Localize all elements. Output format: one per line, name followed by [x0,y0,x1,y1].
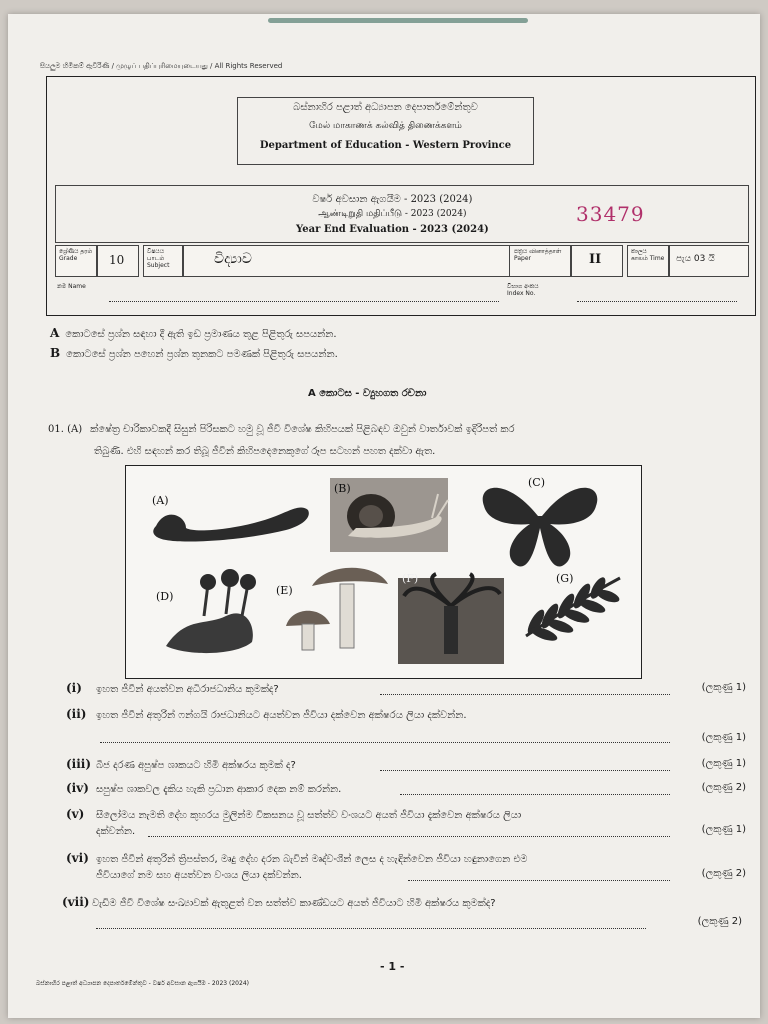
instruction-a [50,326,337,340]
figure-label-a: (A) [152,494,169,507]
exam-header [46,76,756,316]
question-iv-marks: (ලකුණු 2) [701,782,746,793]
question-iv [66,780,746,798]
instruction-a-text: කොටසේ ප්‍රශ්න සඳහා දී ඇති ඉඩ ප්‍රමාණය තුළ පිළිතුරු සපයන්න. [65,329,337,340]
subject-label-box [143,245,183,277]
subject-label: විෂයය பாடம் Subject [147,248,170,269]
answer-line-iv [400,794,670,795]
question-v-number: (v) [66,807,85,821]
moss-drawing [166,613,253,653]
figure-label-g: (G) [556,572,574,585]
question-vii-text: වැඩිම ජීවී විශේෂ සංඛ්‍යාවක් ඇතුළත් වන සත්ත්ව කාණ්ඩයට අයත් ජීවියාට හිමි අක්ෂරය කුමක්ද? [92,898,496,909]
paper-label: පත්‍රය வினாத்தாள் Paper [514,248,562,262]
department-sinhala: බස්නාහිර පළාත් අධ්‍යාපන දෙපාර්තමේන්තුව [293,102,478,113]
time-label: කාලය காலம் Time [631,248,665,262]
grade-label-box [55,245,97,277]
question-vi-text: ඉහත ජීවීන් අතුරින් ත්‍රිපස්තර, මෘදු දේහ දරන බැවින් මෘද්වංශීන් ලෙස ද හැඳින්වෙන ජීවියා හඳුනාගෙන එම [96,854,528,865]
question-ii-text: ඉහත ජීවීන් අතුරින් ෆන්ගයි රාජධානියට අයත්වන ජීවියා දක්වෙන අක්ෂරය ලියා දක්වන්න. [96,710,467,721]
department-box [237,97,534,165]
question-i-number: (i) [66,681,82,695]
figure-label-b: (B) [334,482,351,495]
question-v [66,806,746,840]
answer-line-vii [96,928,646,929]
figure-label-d: (D) [156,590,174,603]
question-iv-number: (iv) [66,781,89,795]
question-intro [48,419,748,463]
time-label-box [627,245,669,277]
mushroom-cap [312,568,388,586]
name-line [109,301,499,302]
earthworm-drawing [153,508,309,542]
question-intro-line1: ක්ෂේත්‍ර චාරිකාවකදී සිසුන් පිරිසකට හමු වූ ජීවී විශේෂ කිහිපයක් පිළිබඳව ඔවුන් වාර්තාවක් ඉදිරිපත් කර [90,424,515,435]
evaluation-sinhala: වර්ෂ අවසාන ඇගයීම - 2023 (2024) [312,194,473,205]
question-vii-marks: (ලකුණු 2) [697,916,742,927]
index-line [577,301,737,302]
page-top-edge [268,18,528,23]
paper-value: II [589,252,602,267]
organisms-illustration [126,466,641,678]
instruction-b-letter: B [50,346,61,360]
page-number: - 1 - [380,960,405,973]
time-field [669,245,749,277]
evaluation-tamil: ஆண்டிறுதி மதிப்பீடு - 2023 (2024) [318,209,467,219]
question-vi-number: (vi) [66,851,89,865]
subject-field [183,245,513,277]
fern-drawing [526,578,620,636]
answer-line-v [148,836,670,837]
instruction-a-letter: A [50,326,60,340]
instruction-b [50,346,338,360]
subject-value: විද්‍යාව [214,251,252,267]
grade-label: ශ්‍රේණිය தரம் Grade [59,248,93,262]
question-i [66,680,746,698]
grade-value: 10 [109,253,125,267]
question-iii [66,756,746,774]
question-i-marks: (ලකුණු 1) [701,682,746,693]
butterfly-drawing [483,488,598,567]
question-iv-text: සපුෂ්ප ශාකවල දැකිය හැකි ප්‍රධාන ආකාර දෙක නම් කරන්න. [96,784,342,795]
answer-line-i [380,694,670,695]
question-vii [62,894,742,927]
department-english: Department of Education - Western Province [259,140,512,151]
question-v-text: සීලෝමය නැමති දේහ කුහරය මුලින්ම විකසනය වූ සත්ත්ව වංශයට අයත් ජීවියා දැක්වෙන අක්ෂරය ලියා [96,810,522,821]
answer-line-vi [408,880,670,881]
question-ii-number: (ii) [66,707,87,721]
copyright-line: සියලුම හිමිකම් ඇවිරිණි / முழுப் பதிப்புரிமையுடையது / All Rights Reserved [40,62,283,70]
question-v-text2: දක්වන්න. [96,826,136,837]
paper-field [571,245,623,277]
question-iii-number: (iii) [66,757,92,771]
question-vi-text2: ජීවියාගේ නම සහ අයත්වන වංශය ලියා දක්වන්න. [96,870,302,881]
question-vii-number: (vii) [62,895,90,909]
paper-label-box [509,245,571,277]
answer-line-ii [100,742,670,743]
evaluation-english: Year End Evaluation - 2023 (2024) [296,224,489,235]
question-iii-text: බීජ දරණ අපුෂ්ප ශාකයට හිමි අක්ෂරය කුමක් ද? [96,760,296,771]
question-ii-marks: (ලකුණු 1) [701,732,746,743]
department-tamil: மேல் மாகாணக் கல்வித் திணைக்களம் [309,121,462,131]
figure-label-f: (F) [402,572,419,585]
question-vi [66,850,746,884]
question-number: 01. (A) [48,424,83,435]
question-vi-marks: (ලකුණු 2) [701,868,746,879]
question-iii-marks: (ලකුණු 1) [701,758,746,769]
question-i-text: ඉහත ජීවීන් අයත්වන අධිරාජධානිය කුමක්ද? [96,684,279,695]
organisms-figure [125,465,642,679]
question-ii [66,706,746,724]
question-intro-line2: තිබුණි. එහි සඳහන් කර තිබූ ජීවීන් කිහිපදෙනෙකුගේ රූප සටහන් පහත දක්වා ඇත. [94,446,436,457]
evaluation-box [55,185,749,243]
answer-line-iii [380,770,670,771]
figure-label-c: (C) [528,476,545,489]
page-footer: බස්නාහිර පළාත් අධ්‍යාපන දෙපාර්තමේන්තුව - වර්ෂ අවසාන ඇගයීම - 2023 (2024) [36,980,249,987]
exam-page [8,14,760,1018]
index-label: විභාග අංකය Index No. [507,283,539,297]
paper-code: 33479 [576,202,645,226]
question-v-marks: (ලකුණු 1) [701,824,746,835]
section-title: A කොටස - ව්‍යුහගත රචනා [308,388,427,399]
grade-field [97,245,139,277]
time-value: පැය 03 යි [676,254,715,264]
instruction-b-text: කොටසේ ප්‍රශ්න පහෙන් ප්‍රශ්න තුනකට පමණක් පිළිතුරු සපයන්න. [66,349,338,360]
name-label: නම Name [57,283,86,290]
figure-label-e: (E) [276,584,293,597]
